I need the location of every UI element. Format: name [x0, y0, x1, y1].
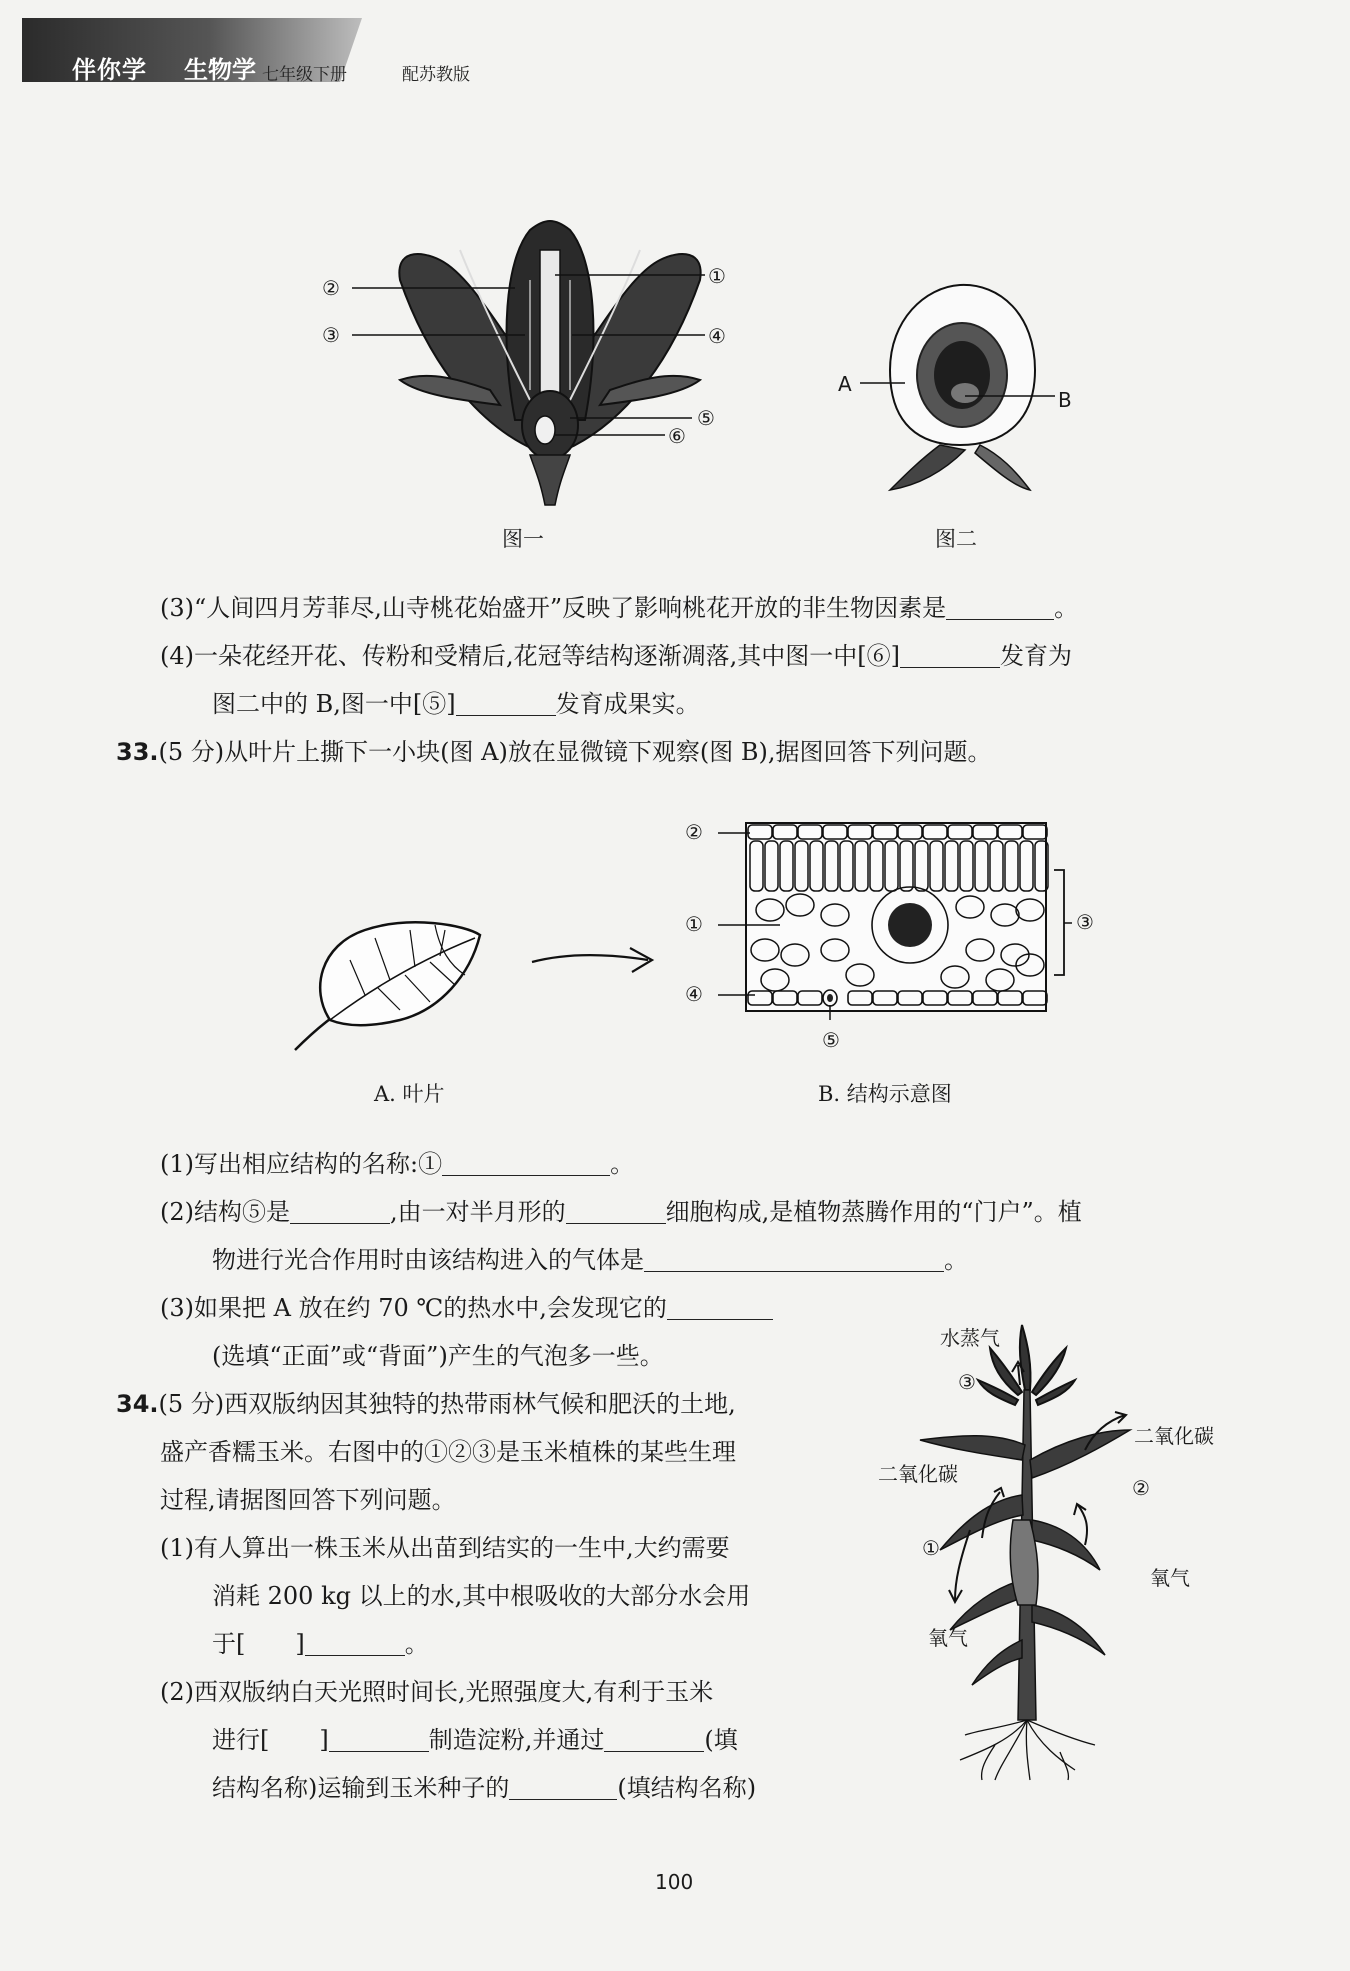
header-subject: 生物学	[184, 56, 256, 84]
q34-part1-line2: 消耗 200 kg 以上的水,其中根吸收的大部分水会用	[212, 1582, 751, 1610]
corn-label-o2-left: 氧气	[928, 1626, 968, 1650]
q34-part1-text-b: ]	[295, 1630, 305, 1658]
structure-label-2: ②	[685, 820, 703, 844]
corn-label-co2-left: 二氧化碳	[878, 1462, 958, 1486]
q32-part3-text: (3)“人间四月芳菲尽,山寺桃花始盛开”反映了影响桃花开放的非生物因素是	[160, 594, 947, 622]
q34-part1-text-c: 。	[404, 1630, 429, 1658]
flower-label-2: ②	[322, 276, 340, 300]
q33-part3-line2: (选填“正面”或“背面”)产生的气泡多一些。	[212, 1342, 664, 1370]
flower-label-4: ④	[708, 324, 726, 348]
q32-part4-line2	[212, 688, 700, 720]
q33-part1-end: 。	[610, 1150, 635, 1178]
corn-label-1: ①	[922, 1536, 940, 1560]
corn-label-o2-right: 氧气	[1150, 1566, 1190, 1590]
q34-part2-text-f: (填结构名称)	[617, 1774, 757, 1802]
fruit-label-a: A	[838, 372, 852, 396]
structure-label-5: ⑤	[822, 1028, 840, 1052]
q33-part2-text-c: 细胞构成,是植物蒸腾作用的“门户”。植	[665, 1198, 1082, 1226]
q33-part2-blank-2[interactable]	[566, 1197, 666, 1224]
q34-part1-line3	[212, 1628, 429, 1660]
q34-part2-text-e: 结构名称)运输到玉米种子的	[212, 1774, 510, 1802]
q33-number: 33.	[116, 738, 159, 766]
q33-part1	[160, 1148, 634, 1180]
q33-stem-text: (5 分)从叶片上撕下一小块(图 A)放在显微镜下观察(图 B),据图回答下列问题。	[158, 738, 992, 766]
q33-part2-text-d: 物进行光合作用时由该结构进入的气体是	[212, 1246, 644, 1274]
corn-label-co2-right: 二氧化碳	[1134, 1424, 1214, 1448]
q32-part4-text-c: 图二中的 B,图一中[⑤]	[212, 690, 456, 718]
corn-label-water-vapor: 水蒸气	[940, 1326, 1000, 1350]
q33-part2-text-e: 。	[944, 1246, 968, 1274]
q34-stem-line3: 过程,请据图回答下列问题。	[160, 1486, 456, 1514]
q32-part3	[160, 592, 1078, 624]
q34-part2-text-a: 进行[	[212, 1726, 270, 1754]
q34-part1-line1: (1)有人算出一株玉米从出苗到结实的一生中,大约需要	[160, 1534, 730, 1562]
arrow-icon	[530, 940, 660, 980]
fruit-diagram	[870, 275, 1050, 505]
q34-part2-text-b: ]	[319, 1726, 329, 1754]
fruit-label-b: B	[1058, 388, 1072, 412]
q33-part3-text-a: (3)如果把 A 放在约 70 ℃的热水中,会发现它的	[160, 1294, 667, 1322]
flower-label-6: ⑥	[668, 424, 686, 448]
q34-stem-line1	[116, 1388, 736, 1420]
header-brand: 伴你学	[72, 56, 147, 84]
q32-part3-blank[interactable]	[946, 593, 1054, 620]
q34-stem-text-1: (5 分)西双版纳因其独特的热带雨林气候和肥沃的土地,	[158, 1390, 736, 1418]
q32-part4-blank-5[interactable]	[456, 689, 556, 716]
q33-part2-blank-3[interactable]	[644, 1245, 944, 1272]
q34-part2-text-c: 制造淀粉,并通过	[428, 1726, 605, 1754]
q32-part4-line1	[160, 640, 1072, 672]
leaf-caption: A. 叶片	[374, 1082, 445, 1106]
q34-part1-blank[interactable]	[305, 1629, 405, 1656]
q34-part2-line2	[212, 1724, 738, 1756]
q33-part1-text: (1)写出相应结构的名称:①	[160, 1150, 443, 1178]
q33-part2-text-a: (2)结构⑤是	[160, 1198, 290, 1226]
corn-label-3: ③	[958, 1370, 976, 1394]
q32-part4-text-b: 发育为	[999, 642, 1072, 670]
header-grade: 七年级下册	[262, 65, 347, 85]
q33-part3-blank[interactable]	[667, 1293, 773, 1320]
q34-part2-line3	[212, 1772, 756, 1804]
corn-label-2: ②	[1132, 1476, 1150, 1500]
structure-label-1: ①	[685, 912, 703, 936]
q34-part2-blank-2[interactable]	[604, 1725, 704, 1752]
q33-part2-blank-1[interactable]	[290, 1197, 390, 1224]
corn-plant-diagram	[900, 1320, 1220, 1780]
flower-diagram	[340, 220, 760, 510]
q34-part1-text-a: 于[	[212, 1630, 246, 1658]
q34-part2-blank-1[interactable]	[329, 1725, 429, 1752]
leaf-diagram	[290, 920, 490, 1060]
q34-number: 34.	[116, 1390, 159, 1418]
flower-label-1: ①	[708, 264, 726, 288]
q34-stem-line2: 盛产香糯玉米。右图中的①②③是玉米植株的某些生理	[160, 1438, 736, 1466]
fruit-caption: 图二	[935, 527, 977, 551]
q32-part4-text-a: (4)一朵花经开花、传粉和受精后,花冠等结构逐渐凋落,其中图一中[⑥]	[160, 642, 900, 670]
q33-part3-line1	[160, 1292, 773, 1324]
structure-label-4: ④	[685, 982, 703, 1006]
q33-part1-blank[interactable]	[442, 1149, 610, 1176]
q34-part2-text-d: (填	[704, 1726, 738, 1754]
q33-part2-text-b: ,由一对半月形的	[390, 1198, 566, 1226]
q33-stem	[116, 736, 991, 768]
q32-part4-blank-6[interactable]	[900, 641, 1000, 668]
q33-part2-line2	[212, 1244, 968, 1276]
leaf-structure-diagram	[740, 815, 1070, 1025]
header-edition: 配苏教版	[402, 65, 470, 85]
flower-label-3: ③	[322, 323, 340, 347]
q34-part2-line1: (2)西双版纳白天光照时间长,光照强度大,有利于玉米	[160, 1678, 714, 1706]
structure-label-3: ③	[1076, 910, 1094, 934]
q34-part2-blank-3[interactable]	[509, 1773, 617, 1800]
flower-label-5: ⑤	[697, 406, 715, 430]
flower-caption: 图一	[502, 527, 544, 551]
q32-part3-end: 。	[1054, 594, 1079, 622]
q32-part4-text-d: 发育成果实。	[555, 690, 700, 718]
q33-part2-line1	[160, 1196, 1082, 1228]
leaf-structure-caption: B. 结构示意图	[818, 1082, 952, 1106]
page-number: 100	[655, 1870, 694, 1894]
